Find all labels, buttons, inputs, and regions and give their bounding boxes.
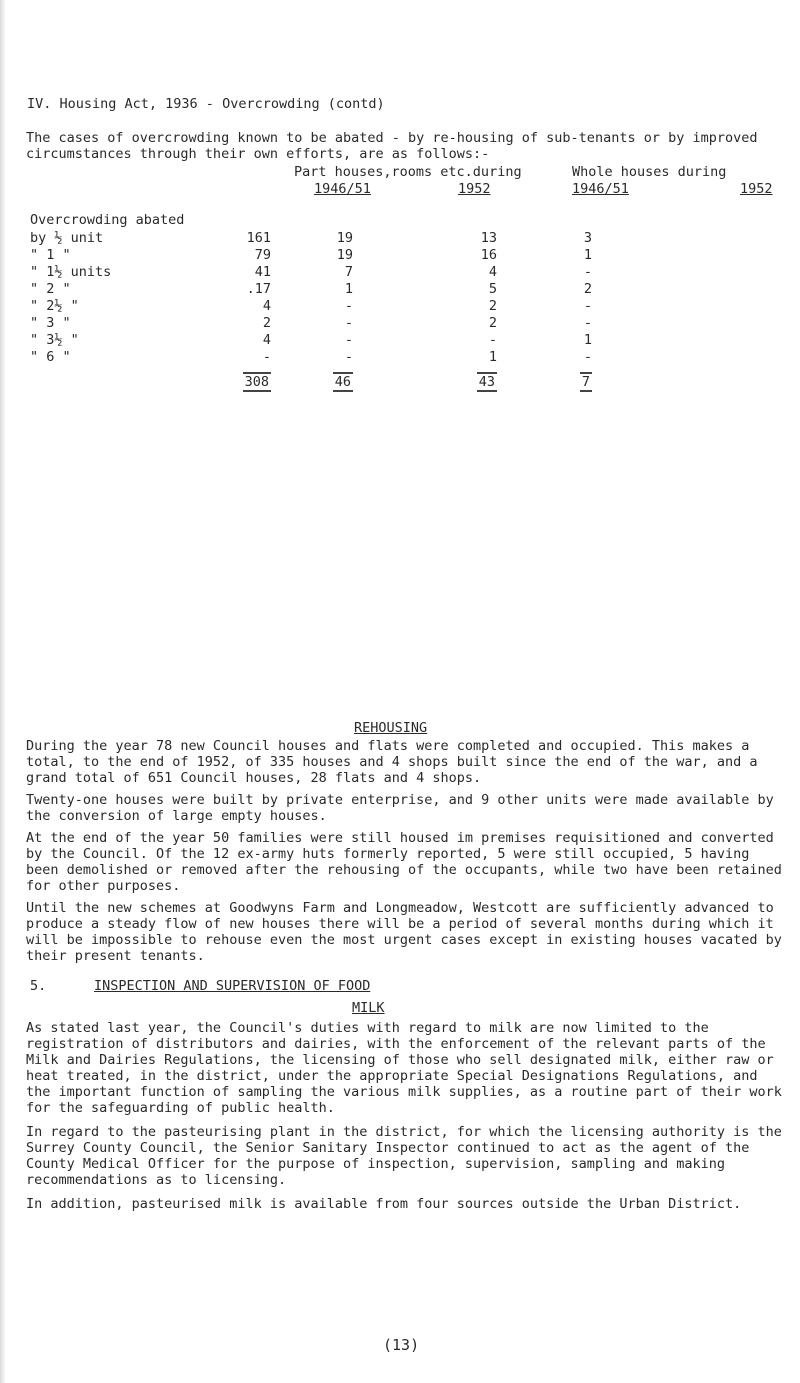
table-row (30, 247, 592, 264)
cell-value: - (344, 315, 353, 331)
cell-value: 4 (488, 264, 497, 280)
cell-value: 4 (262, 332, 271, 348)
table-row (30, 349, 592, 366)
table-row (30, 281, 592, 298)
rehousing-text-1: During the year 78 new Council houses and flats were completed and occupied. This makes a total, to the end of 1952, of 335 houses and 4 shops built since the end of the war, and a grand total of 651 Council houses, 28 flats and 4 shops. (26, 738, 758, 786)
rehousing-heading: REHOUSING (354, 720, 428, 736)
row-label: " 2 " (30, 281, 71, 297)
overcrowding-table (30, 230, 592, 392)
col-year-3: 1946/51 (572, 181, 629, 197)
cell-value: - (583, 264, 592, 280)
total-cell (271, 366, 353, 392)
milk-para-1 (26, 1020, 786, 1116)
rehousing-text-4: Until the new schemes at Goodwyns Farm and Longmeadow, Westcott are sufficiently advanced to produce a steady flow of new houses there will be a period of several months during which it will be impossible to rehouse even the most urgent cases except in existing houses vacated by their present tenants. (26, 900, 782, 964)
page-number: (13) (383, 1336, 420, 1354)
col-group-whole-houses: Whole houses during (572, 164, 727, 180)
row-label: " 2½ " (30, 298, 79, 314)
total-cell (170, 366, 271, 392)
total-value: 46 (334, 374, 351, 390)
section-5-number: 5. (30, 978, 47, 994)
total-cell (353, 366, 497, 392)
page-edge-shadow (0, 0, 6, 1383)
cell-value: - (262, 349, 271, 365)
cell-value: 1 (583, 332, 592, 348)
milk-para-3 (26, 1196, 786, 1212)
row-label: " 1 " (30, 247, 71, 263)
milk-text-2: In regard to the pasteurising plant in the district, for which the licensing authority is the Surrey County Council, the Senior Sanitary Inspector continued to act as the agent of the County Medical Officer for the purpose of inspection, supervision, sampling and making recommendations as to licensing. (26, 1124, 782, 1188)
cell-value: - (583, 349, 592, 365)
cell-value: - (344, 349, 353, 365)
cell-value: 79 (254, 247, 271, 263)
cell-value: - (344, 298, 353, 314)
row-label: " 3 " (30, 315, 71, 331)
cell-value: 3 (583, 230, 592, 246)
section-heading: IV. Housing Act, 1936 - Overcrowding (contd) (27, 96, 385, 112)
row-label: " 1½ units (30, 264, 112, 280)
milk-text-3: In addition, pasteurised milk is available from four sources outside the Urban District. (26, 1196, 742, 1212)
col-year-4: 1952 (740, 181, 773, 197)
cell-value: 1 (344, 281, 353, 297)
table-row (30, 298, 592, 315)
row-label: " 6 " (30, 349, 71, 365)
cell-value: 1 (583, 247, 592, 263)
table-row (30, 230, 592, 247)
cell-value: 161 (246, 230, 271, 246)
cell-value: 2 (262, 315, 271, 331)
col-group-part-houses: Part houses,rooms etc.during (294, 164, 522, 180)
cell-value: 13 (480, 230, 497, 246)
cell-value: - (488, 332, 497, 348)
totals-row (30, 366, 592, 392)
intro-paragraph (26, 130, 786, 162)
total-value: 43 (478, 374, 495, 390)
rehousing-para-2 (26, 792, 786, 824)
rehousing-text-2: Twenty-one houses were built by private enterprise, and 9 other units were made available by the conversion of large empty houses. (26, 792, 774, 824)
total-value: 7 (581, 374, 590, 390)
row-label: by ½ unit (30, 230, 104, 246)
cell-value: 4 (262, 298, 271, 314)
rehousing-text-3: At the end of the year 50 families were still housed im premises requisitioned and converted by the Council. Of the 12 ex-army huts formerly reported, 5 were still occupied, 5 having been demolished or removed after the rehousing of the occupants, while two have been retained for other purposes. (26, 830, 782, 894)
cell-value: 1 (488, 349, 497, 365)
rehousing-para-1 (26, 738, 786, 786)
col-year-1: 1946/51 (314, 181, 371, 197)
cell-value: 2 (488, 315, 497, 331)
total-value: 308 (244, 374, 269, 390)
cell-value: - (583, 315, 592, 331)
rehousing-para-4 (26, 900, 786, 964)
cell-value: 19 (336, 230, 353, 246)
cell-value: - (583, 298, 592, 314)
col-year-2: 1952 (458, 181, 491, 197)
cell-value: 2 (583, 281, 592, 297)
total-cell (497, 366, 592, 392)
table-row (30, 332, 592, 349)
row-label: " 3½ " (30, 332, 79, 348)
table-row (30, 315, 592, 332)
cell-value: 5 (488, 281, 497, 297)
cell-value: 2 (488, 298, 497, 314)
cell-value: 16 (480, 247, 497, 263)
rehousing-para-3 (26, 830, 786, 894)
cell-value: 41 (254, 264, 271, 280)
intro-text: The cases of overcrowding known to be abated - by re-housing of sub-tenants or by improved circumstances through their own efforts, are as follows:- (26, 130, 758, 162)
row-group-label: Overcrowding abated (30, 212, 185, 228)
milk-text-1: As stated last year, the Council's duties with regard to milk are now limited to the registration of distributors and dairies, with the enforcement of the relevant parts of the Milk and Dairies Regulations, the licensing of those who sell designated milk, either raw or heat treated, in the district, under the appropriate Special Designations Regulations, and the important function of sampling the various milk supplies, as a routine part of their work for the safeguarding of public health. (26, 1020, 782, 1116)
cell-value: .17 (246, 281, 271, 297)
cell-value: 19 (336, 247, 353, 263)
milk-heading: MILK (352, 1000, 385, 1016)
table-row (30, 264, 592, 281)
totals-label-spacer (30, 366, 170, 392)
milk-para-2 (26, 1124, 786, 1188)
cell-value: 7 (344, 264, 353, 280)
cell-value: - (344, 332, 353, 348)
section-5-title: INSPECTION AND SUPERVISION OF FOOD (94, 978, 371, 994)
